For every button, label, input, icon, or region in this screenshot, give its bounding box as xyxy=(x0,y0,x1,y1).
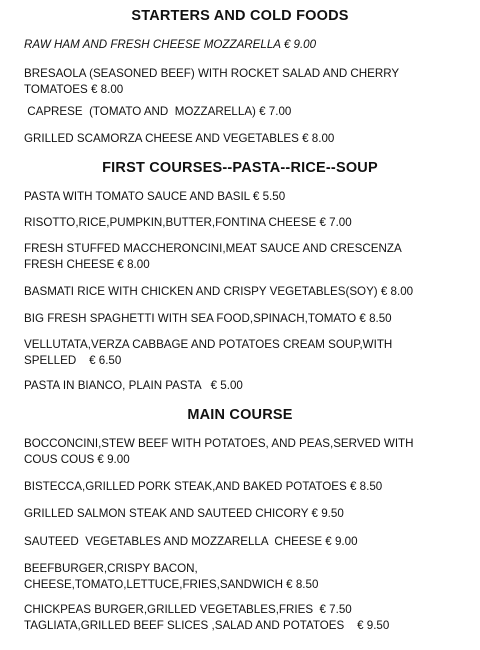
menu-item-risotto: RISOTTO,RICE,PUMPKIN,BUTTER,FONTINA CHEESE € 7.00 xyxy=(24,216,352,229)
menu-item-pasta-tomato: PASTA WITH TOMATO SAUCE AND BASIL € 5.50 xyxy=(24,190,286,203)
section-title-first-courses: FIRST COURSES--PASTA--RICE--SOUP xyxy=(102,160,378,176)
menu-item-maccheroncini: FRESH STUFFED MACCHERONCINI,MEAT SAUCE AND CRESCENZA FRESH CHEESE € 8.00 xyxy=(24,242,402,271)
menu-item-pasta-bianco: PASTA IN BIANCO, PLAIN PASTA € 5.00 xyxy=(24,379,243,392)
menu-item-bistecca: BISTECCA,GRILLED PORK STEAK,AND BAKED POTATOES € 8.50 xyxy=(24,480,383,493)
menu-item-bocconcini: BOCCONCINI,STEW BEEF WITH POTATOES, AND PEAS,SERVED WITH COUS COUS € 9.00 xyxy=(24,437,414,466)
menu-item-caprese: CAPRESE (TOMATO AND MOZZARELLA) € 7.00 xyxy=(24,105,292,118)
menu-item-raw-ham: RAW HAM AND FRESH CHEESE MOZZARELLA € 9.00 xyxy=(24,38,317,51)
menu-item-salmon: GRILLED SALMON STEAK AND SAUTEED CHICORY € 9.50 xyxy=(24,507,344,520)
menu-item-vellutata: VELLUTATA,VERZA CABBAGE AND POTATOES CREAM SOUP,WITH SPELLED € 6.50 xyxy=(24,338,393,367)
menu-item-scamorza: GRILLED SCAMORZA CHEESE AND VEGETABLES € 8.00 xyxy=(24,132,335,145)
menu-item-sauteed-vegetables: SAUTEED VEGETABLES AND MOZZARELLA CHEESE € 9.00 xyxy=(24,535,358,548)
menu-item-chickpeas-tagliata: CHICKPEAS BURGER,GRILLED VEGETABLES,FRIES € 7.50 TAGLIATA,GRILLED BEEF SLICES ,SALAD AND POTATOES € 9.50 xyxy=(24,603,390,632)
menu-item-spaghetti: BIG FRESH SPAGHETTI WITH SEA FOOD,SPINACH,TOMATO € 8.50 xyxy=(24,312,392,325)
menu-item-bresaola: BRESAOLA (SEASONED BEEF) WITH ROCKET SALAD AND CHERRY TOMATOES € 8.00 xyxy=(24,67,400,96)
section-title-main-course: MAIN COURSE xyxy=(187,407,293,423)
menu-item-beefburger: BEEFBURGER,CRISPY BACON, CHEESE,TOMATO,LETTUCE,FRIES,SANDWICH € 8.50 xyxy=(24,562,319,591)
menu-item-basmati-rice: BASMATI RICE WITH CHICKEN AND CRISPY VEGETABLES(SOY) € 8.00 xyxy=(24,285,414,298)
section-title-starters: STARTERS AND COLD FOODS xyxy=(131,8,349,24)
